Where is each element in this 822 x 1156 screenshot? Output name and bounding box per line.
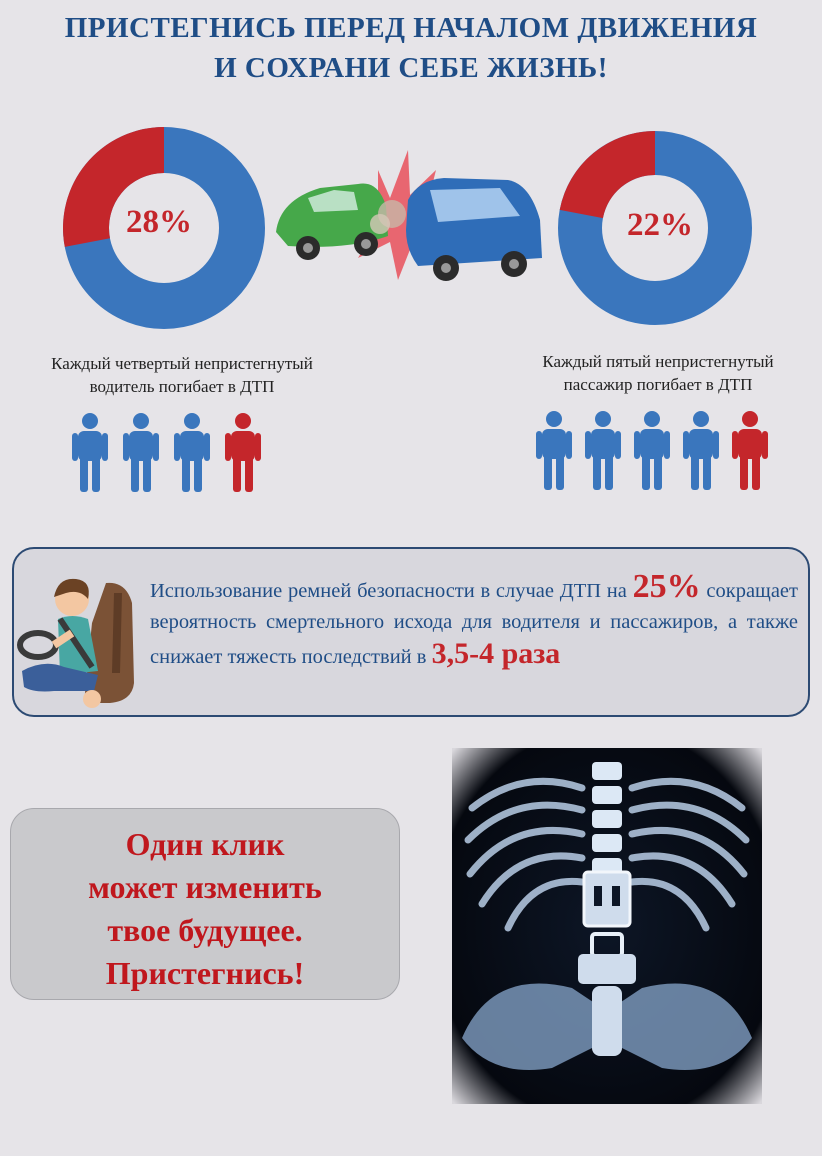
person-icon bbox=[72, 413, 108, 492]
person-icon bbox=[732, 411, 768, 490]
info-text-part-2: сокращает вероятность смертельного исхода для водителя и пассажиров, а также снижает тяжесть последствий в bbox=[150, 580, 798, 668]
xray-seatbelt-icon bbox=[452, 748, 762, 1104]
driver-people-row bbox=[72, 412, 268, 496]
person-icon bbox=[123, 413, 159, 492]
info-highlight-times: 3,5-4 раза bbox=[431, 637, 561, 670]
person-icon bbox=[585, 411, 621, 490]
title-line-2: И СОХРАНИ СЕБЕ ЖИЗНЬ! bbox=[214, 52, 608, 84]
seatbelt-info-box bbox=[12, 547, 810, 717]
driver-caption-line-1: Каждый четвертый непристегнутый bbox=[51, 354, 313, 373]
title-line-1: ПРИСТЕГНИСЬ ПЕРЕД НАЧАЛОМ ДВИЖЕНИЯ bbox=[64, 12, 758, 44]
person-icon bbox=[174, 413, 210, 492]
person-icon bbox=[683, 411, 719, 490]
person-icon bbox=[536, 411, 572, 490]
driver-caption bbox=[16, 352, 348, 398]
driver-percent-label: 28% bbox=[126, 204, 192, 240]
page-title bbox=[0, 8, 822, 88]
car-crash-icon bbox=[268, 140, 548, 290]
passenger-donut-fatal-segment bbox=[560, 131, 655, 218]
passenger-caption bbox=[508, 350, 808, 396]
info-highlight-percent: 25% bbox=[632, 568, 701, 605]
callout-line-1: Один клик bbox=[125, 826, 285, 862]
passenger-caption-line-2: пассажир погибает в ДТП bbox=[563, 375, 753, 394]
passenger-caption-line-1: Каждый пятый непристегнутый bbox=[542, 352, 774, 371]
person-icon bbox=[225, 413, 261, 492]
info-text-part-1: Использование ремней безопасности в случае ДТП на bbox=[150, 580, 633, 602]
info-text bbox=[150, 568, 798, 673]
driver-caption-line-2: водитель погибает в ДТП bbox=[89, 377, 275, 396]
passenger-people-row bbox=[536, 410, 772, 494]
callout-line-2: может изменить bbox=[88, 869, 322, 905]
person-icon bbox=[634, 411, 670, 490]
seated-driver-icon bbox=[14, 563, 144, 713]
call-to-action-box bbox=[10, 808, 400, 1000]
callout-line-4: Пристегнись! bbox=[105, 955, 305, 991]
callout-line-3: твое будущее. bbox=[107, 912, 303, 948]
passenger-percent-label: 22% bbox=[627, 207, 693, 243]
